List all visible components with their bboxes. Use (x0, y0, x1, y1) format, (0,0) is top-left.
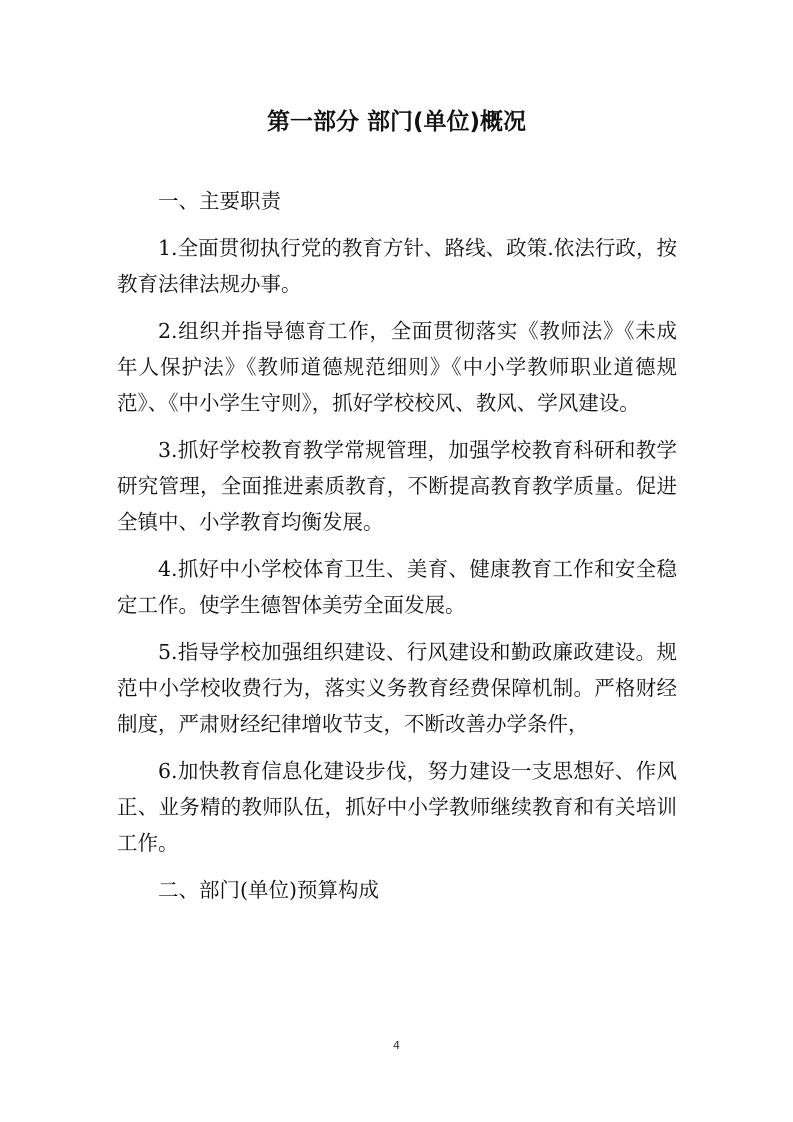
duty-paragraph-2: 2.组织并指导德育工作，全面贯彻落实《教师法》《未成年人保护法》《教师道德规范细则》《中小学教师职业道德规范》、《中小学生守则》，抓好学校校风、教风、学风建设。 (117, 318, 677, 416)
document-body (117, 183, 677, 919)
duty-paragraph-3: 3.抓好学校教育教学常规管理，加强学校教育科研和教学研究管理，全面推进素质教育，不断提高教育教学质量。促进全镇中、小学教育均衡发展。 (117, 437, 677, 535)
duty-paragraph-6: 6.加快教育信息化建设步伐，努力建设一支思想好、作风正、业务精的教师队伍，抓好中小学教师继续教育和有关培训工作。 (117, 758, 677, 856)
duty-paragraph-1: 1.全面贯彻执行党的教育方针、路线、政策.依法行政，按教育法律法规办事。 (117, 235, 677, 296)
duty-paragraph-5: 5.指导学校加强组织建设、行风建设和勤政廉政建设。规范中小学校收费行为，落实义务教育经费保障机制。严格财经制度，严肃财经纪律增收节支，不断改善办学条件， (117, 639, 677, 737)
section-heading-budget-composition: 二、部门(单位)预算构成 (158, 877, 379, 902)
page-title: 第一部分 部门(单位)概况 (266, 109, 527, 135)
page-number: 4 (393, 1039, 400, 1052)
duty-paragraph-4: 4.抓好中小学校体育卫生、美育、健康教育工作和安全稳定工作。使学生德智体美劳全面发展。 (117, 556, 677, 618)
section-heading-main-duties: 一、主要职责 (158, 189, 281, 213)
